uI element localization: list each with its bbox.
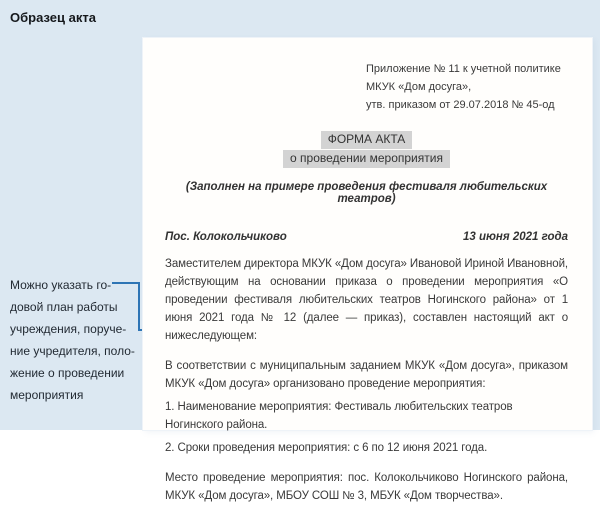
document-paragraph: Место проведение мероприятия: пос. Колокольчиково Ногинского района, МКУК «Дом досуга», МБОУ СОШ № 3, МБУК «Дом творчества». [165,472,568,502]
annotation-line: довой план работы [10,300,118,314]
annotation-line: мероприятия [10,388,84,402]
document-approval-header [366,60,568,114]
heading-highlighted-line: о проведении мероприятия [283,150,450,168]
place-date-row [165,231,568,243]
document-date: 13 июня 2021 года [462,231,568,243]
annotation-line: Можно указать го- [10,278,112,292]
document-place: Пос. Колокольчиково [165,231,287,243]
annotation-connector-line [138,282,140,331]
margin-annotation [10,274,135,406]
annotation-line: ние учредителя, поло- [10,344,135,358]
page-title: Образец акта [10,10,96,25]
document-paragraph: Заместителем директора МКУК «Дом досуга» Ивановой Ириной Ивановной, действующим на основании приказа о проведении мероприятия «О проведении фестиваля любительских театров Ногинского района» от 1 июня 2021 года № 12 (далее — приказ), составлен настоящий акт о нижеследующем: [165,258,568,342]
approval-header-line: Приложение № 11 к учетной политике [366,63,561,75]
approval-header-line: утв. приказом от 29.07.2018 № 45-од [366,99,555,111]
document-sheet [143,38,592,502]
document-note: (Заполнен на примере проведения фестиваля любительских театров) [185,181,548,205]
annotation-connector-line [112,282,140,284]
annotation-line: жение о проведении [10,366,125,380]
annotation-line: учреждения, поруче- [10,322,127,336]
approval-header-line: МКУК «Дом досуга», [366,81,472,93]
document-paragraph: В соответствии с муниципальным заданием МКУК «Дом досуга», приказом МКУК «Дом досуга» организовано проведение мероприятия: [165,360,568,390]
document-heading [165,131,568,168]
document-list-item: 1. Наименование мероприятия: Фестиваль любительских театров Ногинского района. [165,401,513,431]
document-list-item: 2. Сроки проведения мероприятия: с 6 по 12 июня 2021 года. [165,442,488,454]
heading-highlighted-line: ФОРМА АКТА [321,131,413,149]
